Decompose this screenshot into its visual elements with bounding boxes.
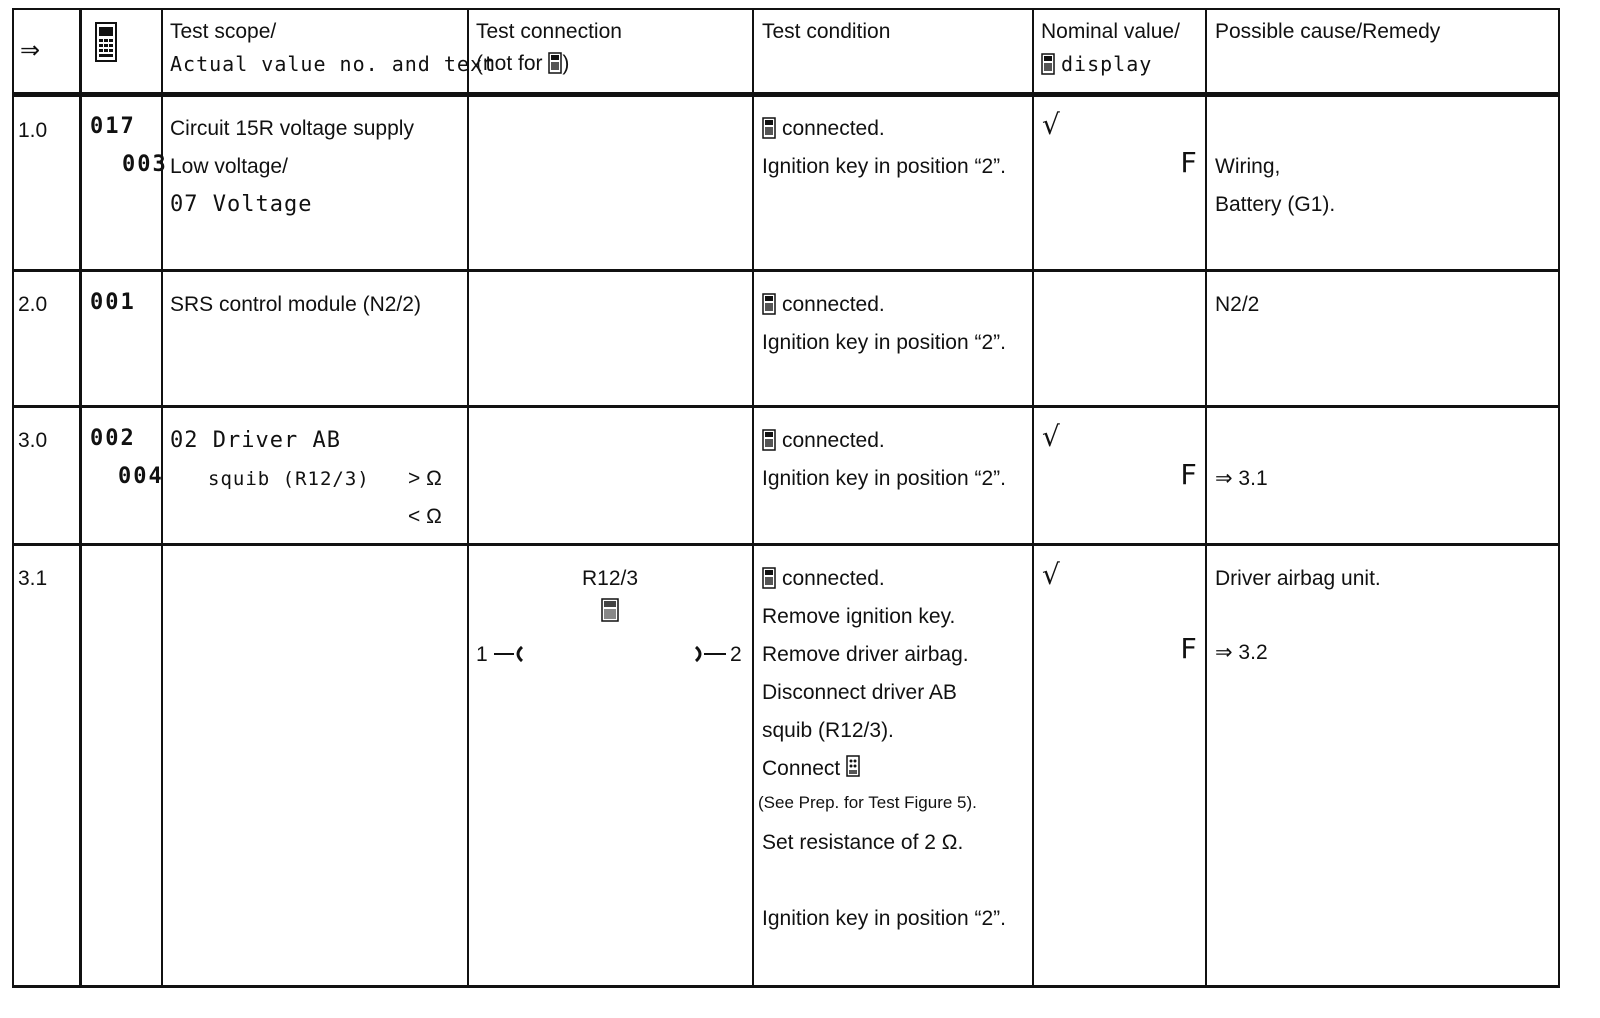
test-condition <box>762 286 1006 362</box>
table-bottom-border <box>12 985 1560 988</box>
column-divider <box>1205 8 1207 988</box>
column-divider <box>752 8 754 988</box>
scope-line: Low voltage/ <box>170 155 288 178</box>
condition-line <box>762 560 1006 598</box>
column-divider <box>79 8 82 988</box>
header-connection-line1: Test connection <box>476 20 622 43</box>
step-number: 2.0 <box>18 293 48 316</box>
condition-text: Connect <box>762 757 841 780</box>
step-number: 3.0 <box>18 429 48 452</box>
nominal-ok-mark: √ <box>1042 420 1060 453</box>
connection-pin-left <box>476 636 488 674</box>
actual-value-code: 017 <box>90 114 136 139</box>
test-condition <box>762 422 1006 498</box>
pin-number: 1 <box>476 643 488 666</box>
diagnostic-tester-icon <box>762 567 776 589</box>
condition-text: connected. <box>782 293 885 316</box>
possible-cause: Driver airbag unit. <box>1215 567 1381 590</box>
condition-line: Ignition key in position “2”. <box>762 907 1006 930</box>
header-nominal-line2: display <box>1061 52 1153 76</box>
condition-text: connected. <box>782 117 885 140</box>
actual-value-code: 001 <box>90 290 136 315</box>
possible-cause <box>1215 148 1335 224</box>
connector-plug-right-icon <box>692 644 728 664</box>
actual-value-code: 003 <box>122 152 168 177</box>
condition-text: connected. <box>782 567 885 590</box>
test-condition <box>758 560 1006 938</box>
multimeter-icon <box>601 598 619 622</box>
condition-text: connected. <box>782 429 885 452</box>
condition-line <box>762 750 1006 788</box>
test-scope: SRS control module (N2/2) <box>170 293 421 316</box>
condition-line: Ignition key in position “2”. <box>762 467 1006 490</box>
scope-line: squib (R12/3) <box>208 468 370 490</box>
connection-pin-right <box>730 636 742 674</box>
header-bottom-border <box>12 92 1560 97</box>
nominal-ok-mark: √ <box>1042 558 1060 591</box>
condition-line: Disconnect driver AB <box>762 681 957 704</box>
possible-cause: ⇒ 3.2 <box>1215 641 1268 664</box>
nominal-fault-mark: F <box>1180 632 1197 665</box>
header-cause: Possible cause/Remedy <box>1215 20 1441 43</box>
diagnostic-test-table <box>12 8 1592 1012</box>
diagnostic-tester-icon <box>762 429 776 451</box>
condition-line: Remove ignition key. <box>762 605 956 628</box>
header-nominal <box>1041 16 1180 81</box>
diagnostic-tester-icon <box>548 52 562 74</box>
diagnostic-tester-icon <box>1041 53 1055 75</box>
greater-than-ohm: > Ω <box>408 467 442 490</box>
row-divider <box>12 543 1560 546</box>
connection-component-label: R12/3 <box>582 567 639 590</box>
scope-line: 07 Voltage <box>170 192 313 217</box>
header-scope-line2: Actual value no. and text <box>170 52 497 76</box>
actual-value-code: 002 <box>90 426 136 451</box>
step-number: 1.0 <box>18 119 48 142</box>
header-connection-line2 <box>476 48 622 80</box>
condition-line <box>762 110 1006 148</box>
condition-line: Ignition key in position “2”. <box>762 331 1006 354</box>
row-divider <box>12 269 1560 272</box>
header-arrow: ⇒ <box>20 37 41 64</box>
possible-cause: ⇒ 3.1 <box>1215 467 1268 490</box>
header-connection <box>476 16 622 80</box>
header-scope <box>170 16 496 80</box>
condition-line <box>762 422 1006 460</box>
less-than-ohm: < Ω <box>408 505 442 528</box>
table-right-border <box>1558 8 1560 988</box>
connector-plug-left-icon <box>492 644 528 664</box>
possible-cause: N2/2 <box>1215 293 1260 316</box>
condition-line: Set resistance of 2 Ω. <box>762 831 964 854</box>
cause-line: Wiring, <box>1215 155 1281 178</box>
scope-line: Circuit 15R voltage supply <box>170 117 414 140</box>
resistance-decade-icon <box>846 752 860 774</box>
nominal-fault-mark: F <box>1180 458 1197 491</box>
condition-line: Ignition key in position “2”. <box>762 155 1006 178</box>
header-condition: Test condition <box>762 20 891 43</box>
column-divider <box>467 8 469 988</box>
row-divider <box>12 405 1560 408</box>
nominal-ok-mark: √ <box>1042 108 1060 141</box>
step-number: 3.1 <box>18 567 48 590</box>
header-connection-line2a: (not for <box>476 52 549 75</box>
test-scope <box>170 110 414 224</box>
header-nominal-line1: Nominal value/ <box>1041 20 1180 43</box>
header-connection-line2b: ) <box>562 52 570 75</box>
column-divider <box>1032 8 1034 988</box>
condition-line: Remove driver airbag. <box>762 643 969 666</box>
condition-note: (See Prep. for Test Figure 5). <box>758 793 977 812</box>
diagnostic-tester-icon <box>762 293 776 315</box>
nominal-fault-mark: F <box>1180 146 1197 179</box>
table-left-border <box>12 8 14 988</box>
test-condition <box>762 110 1006 186</box>
diagnostic-tester-icon <box>762 117 776 139</box>
cause-line: Battery (G1). <box>1215 193 1336 216</box>
scope-line: 02 Driver AB <box>170 428 341 453</box>
table-top-border <box>12 8 1560 10</box>
header-nominal-line2-wrap <box>1041 48 1180 81</box>
diagnostic-tester-icon <box>94 22 118 62</box>
condition-line: squib (R12/3). <box>762 719 894 742</box>
condition-line <box>762 286 1006 324</box>
pin-number: 2 <box>730 643 742 666</box>
header-scope-line1: Test scope/ <box>170 20 277 43</box>
actual-value-code: 004 <box>118 464 164 489</box>
